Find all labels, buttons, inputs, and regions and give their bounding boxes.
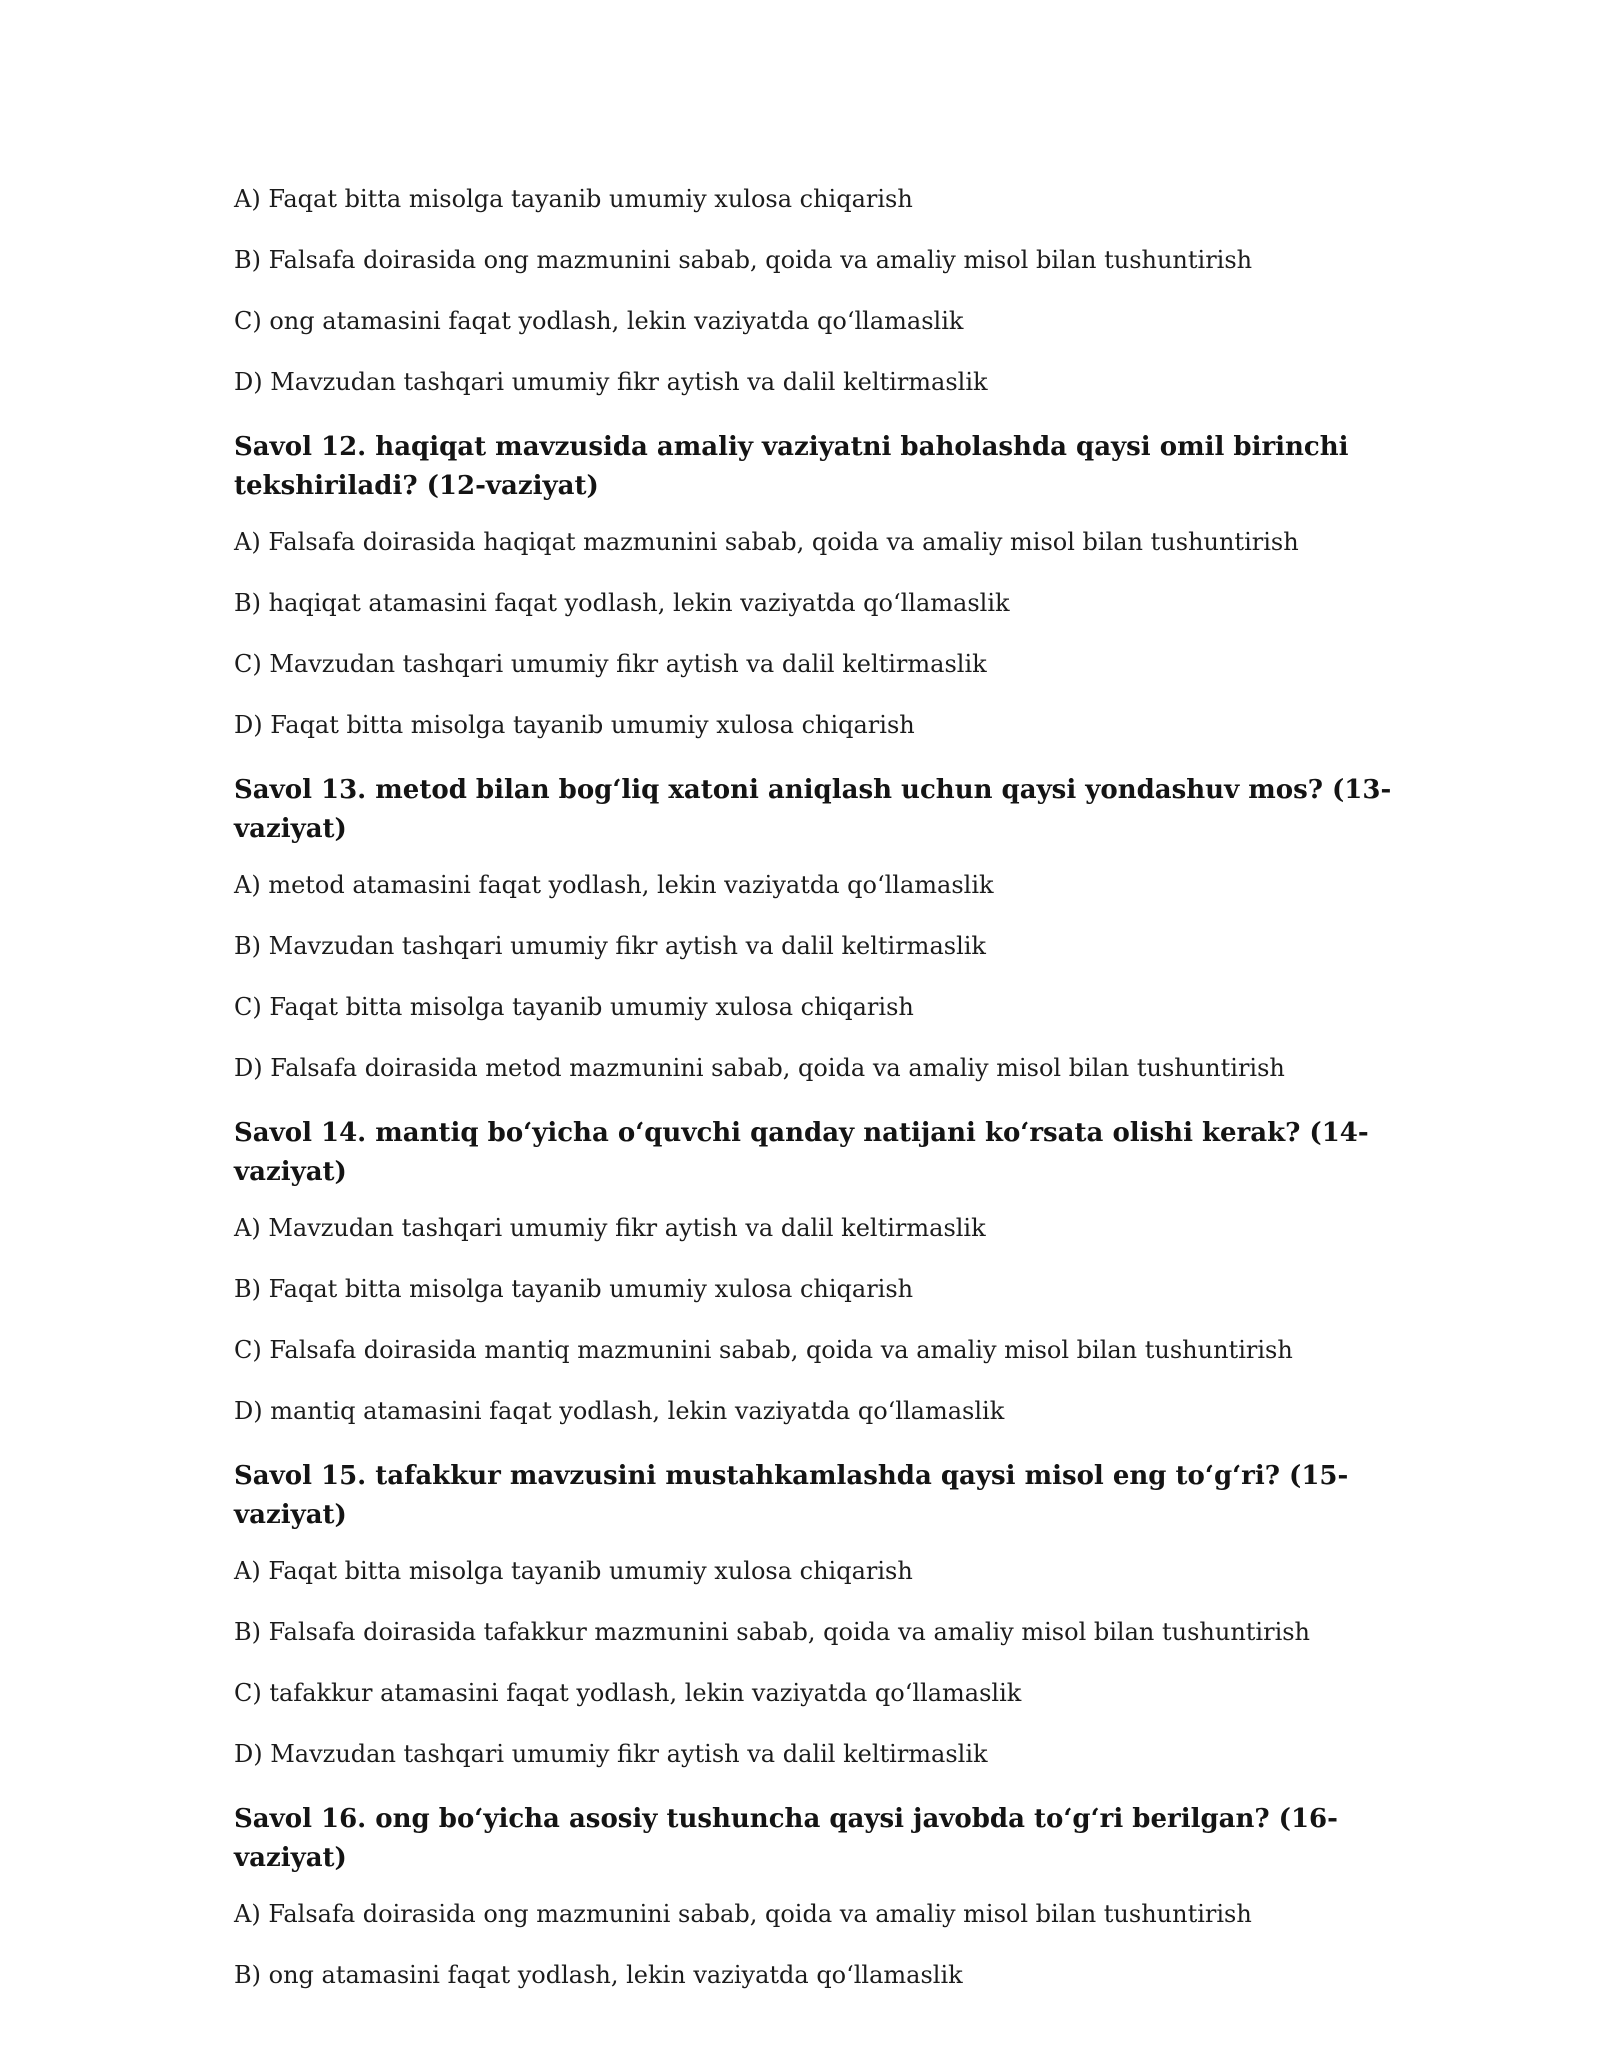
answer-option: C) ong atamasini faqat yodlash, lekin vaziyatda qo‘llamaslik	[234, 307, 964, 335]
question-title: Savol 12. haqiqat mavzusida amaliy vaziyatni baholashda qaysi omil birinchi tekshiriladi? (12-vaziyat)	[234, 432, 1349, 501]
answer-option: B) Faqat bitta misolga tayanib umumiy xulosa chiqarish	[234, 1275, 914, 1303]
answer-option: D) Mavzudan tashqari umumiy fikr aytish va dalil keltirmaslik	[234, 368, 988, 396]
answer-option: C) Falsafa doirasida mantiq mazmunini sabab, qoida va amaliy misol bilan tushuntirish	[234, 1336, 1293, 1364]
answer-option: A) Falsafa doirasida ong mazmunini sabab, qoida va amaliy misol bilan tushuntirish	[234, 1900, 1252, 1928]
answer-option: B) haqiqat atamasini faqat yodlash, lekin vaziyatda qo‘llamaslik	[234, 589, 1010, 617]
answer-option: B) Falsafa doirasida ong mazmunini sabab, qoida va amaliy misol bilan tushuntirish	[234, 246, 1253, 274]
answer-option: B) Mavzudan tashqari umumiy fikr aytish va dalil keltirmaslik	[234, 932, 986, 960]
answer-option: A) Mavzudan tashqari umumiy fikr aytish va dalil keltirmaslik	[234, 1214, 986, 1242]
question-title: Savol 15. tafakkur mavzusini mustahkamlashda qaysi misol eng to‘g‘ri? (15-vaziyat)	[234, 1461, 1349, 1530]
lead-options	[234, 184, 1394, 397]
question-15	[234, 1457, 1394, 1769]
answer-option: A) Faqat bitta misolga tayanib umumiy xulosa chiqarish	[234, 1557, 913, 1585]
answer-option: A) Faqat bitta misolga tayanib umumiy xulosa chiqarish	[234, 185, 913, 213]
question-13	[234, 771, 1394, 1083]
answer-option: A) Falsafa doirasida haqiqat mazmunini sabab, qoida va amaliy misol bilan tushuntirish	[234, 528, 1299, 556]
document-page	[234, 184, 1394, 2021]
answer-option: C) Faqat bitta misolga tayanib umumiy xulosa chiqarish	[234, 993, 914, 1021]
question-title: Savol 13. metod bilan bog‘liq xatoni aniqlash uchun qaysi yondashuv mos? (13-vaziyat)	[234, 775, 1392, 844]
answer-option: A) metod atamasini faqat yodlash, lekin vaziyatda qo‘llamaslik	[234, 871, 994, 899]
answer-option: B) ong atamasini faqat yodlash, lekin vaziyatda qo‘llamaslik	[234, 1961, 963, 1989]
question-14	[234, 1114, 1394, 1426]
question-12	[234, 428, 1394, 740]
question-title: Savol 14. mantiq bo‘yicha o‘quvchi qanday natijani ko‘rsata olishi kerak? (14-vaziyat)	[234, 1118, 1369, 1187]
answer-option: C) tafakkur atamasini faqat yodlash, lekin vaziyatda qo‘llamaslik	[234, 1679, 1022, 1707]
answer-option: D) Mavzudan tashqari umumiy fikr aytish va dalil keltirmaslik	[234, 1740, 988, 1768]
answer-option: D) mantiq atamasini faqat yodlash, lekin vaziyatda qo‘llamaslik	[234, 1397, 1005, 1425]
answer-option: D) Falsafa doirasida metod mazmunini sabab, qoida va amaliy misol bilan tushuntirish	[234, 1054, 1285, 1082]
answer-option: C) Mavzudan tashqari umumiy fikr aytish va dalil keltirmaslik	[234, 650, 987, 678]
question-title: Savol 16. ong bo‘yicha asosiy tushuncha qaysi javobda to‘g‘ri berilgan? (16-vaziyat)	[234, 1804, 1338, 1873]
question-16	[234, 1800, 1394, 1990]
answer-option: B) Falsafa doirasida tafakkur mazmunini sabab, qoida va amaliy misol bilan tushuntirish	[234, 1618, 1311, 1646]
answer-option: D) Faqat bitta misolga tayanib umumiy xulosa chiqarish	[234, 711, 915, 739]
